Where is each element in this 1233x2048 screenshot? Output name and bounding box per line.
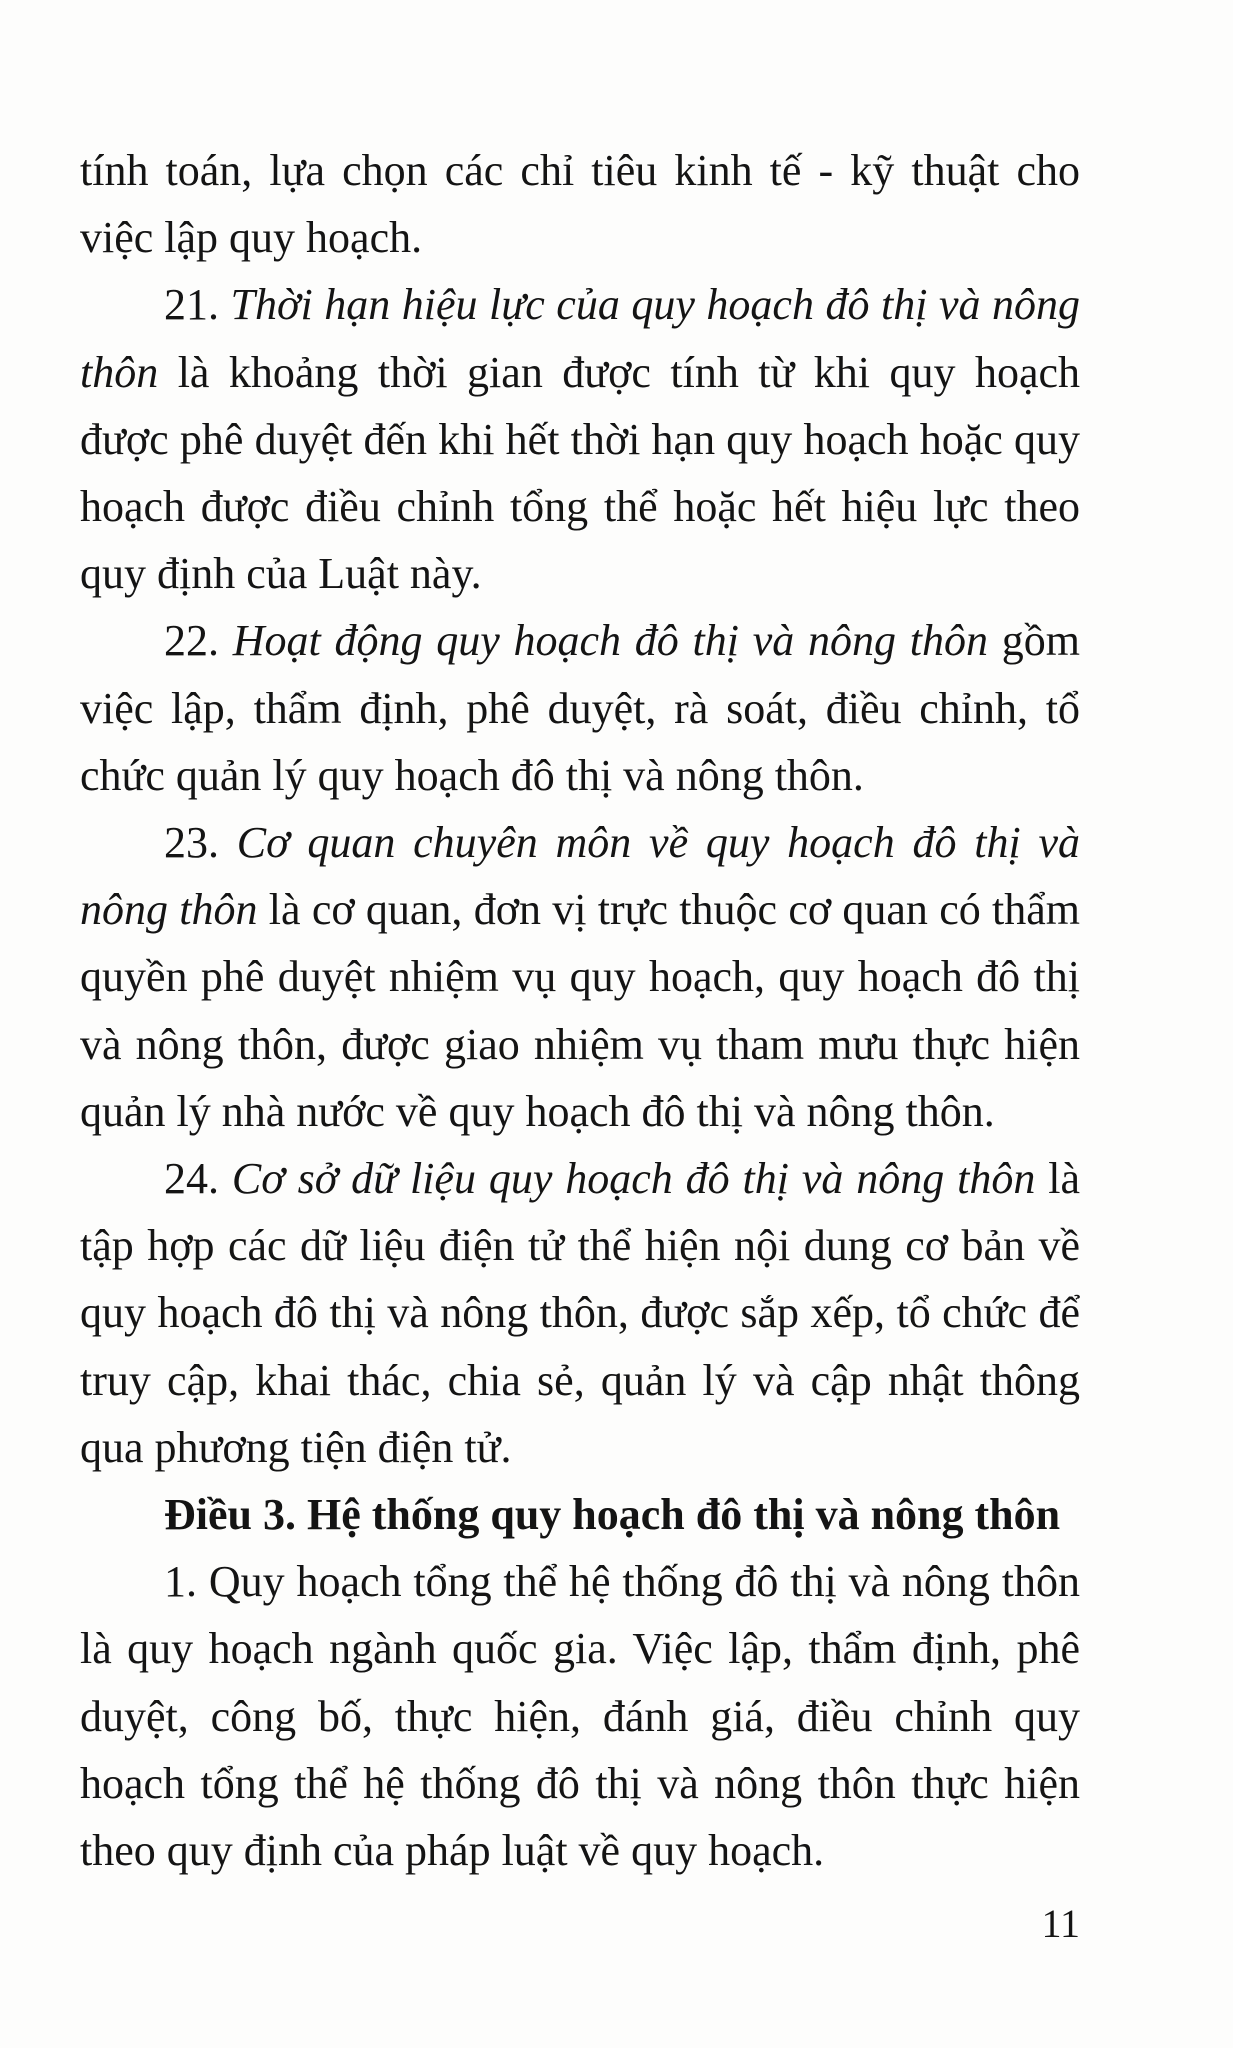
article-heading: Điều 3. Hệ thống quy hoạch đô thị và nông thôn [164, 1490, 1061, 1540]
definition-22 [80, 607, 1080, 809]
paragraph-text: tính toán, lựa chọn các chỉ tiêu kinh tế - kỹ thuật cho việc lập quy hoạch. [80, 146, 1080, 263]
page-number: 11 [1041, 1901, 1080, 1946]
paragraph-continuation [80, 137, 1080, 271]
defined-term: Hoạt động quy hoạch đô thị và nông thôn [232, 616, 989, 666]
paragraph-lead: 23. [164, 818, 237, 868]
definition-21 [80, 271, 1080, 607]
defined-term: Thời hạn hiệu lực của quy hoạch đô thị và nông thôn [80, 280, 1081, 397]
paragraph-lead: 24. [164, 1154, 232, 1204]
paragraph-text: là cơ quan, đơn vị trực thuộc cơ quan có thẩm quyền phê duyệt nhiệm vụ quy hoạch, quy hoạch đô thị và nông thôn, được giao nhiệm vụ tham mưu thực hiện quản lý nhà nước về quy hoạch đô thị và nông thôn. [80, 885, 1080, 1136]
paragraph-text: là khoảng thời gian được tính từ khi quy hoạch được phê duyệt đến khi hết thời hạn quy hoạch hoặc quy hoạch được điều chỉnh tổng thể hoặc hết hiệu lực theo quy định của Luật này. [80, 347, 1080, 599]
defined-term: Cơ sở dữ liệu quy hoạch đô thị và nông thôn [231, 1154, 1036, 1204]
paragraph-lead: 21. [164, 280, 231, 330]
paragraph-lead: 22. [164, 616, 233, 666]
defined-term: Cơ quan chuyên môn về quy hoạch đô thị và nông thôn [80, 818, 1081, 935]
definition-24 [80, 1145, 1080, 1481]
definition-23 [80, 809, 1080, 1145]
paragraph-text: là tập hợp các dữ liệu điện tử thể hiện nội dung cơ bản về quy hoạch đô thị và nông thôn, được sắp xếp, tổ chức để truy cập, khai thác, chia sẻ, quản lý và cập nhật thông qua phương tiện điện tử. [80, 1154, 1080, 1472]
page-body [80, 137, 1080, 1884]
paragraph-text: gồm việc lập, thẩm định, phê duyệt, rà soát, điều chỉnh, tổ chức quản lý quy hoạch đô thị và nông thôn. [80, 616, 1080, 800]
article-paragraph-1: 1. Quy hoạch tổng thể hệ thống đô thị và nông thôn là quy hoạch ngành quốc gia. Việc lập, thẩm định, phê duyệt, công bố, thực hiện, đánh giá, điều chỉnh quy hoạch tổng thể hệ thống đô thị và nông thôn thực hiện theo quy định của pháp luật về quy hoạch. [80, 1557, 1080, 1876]
